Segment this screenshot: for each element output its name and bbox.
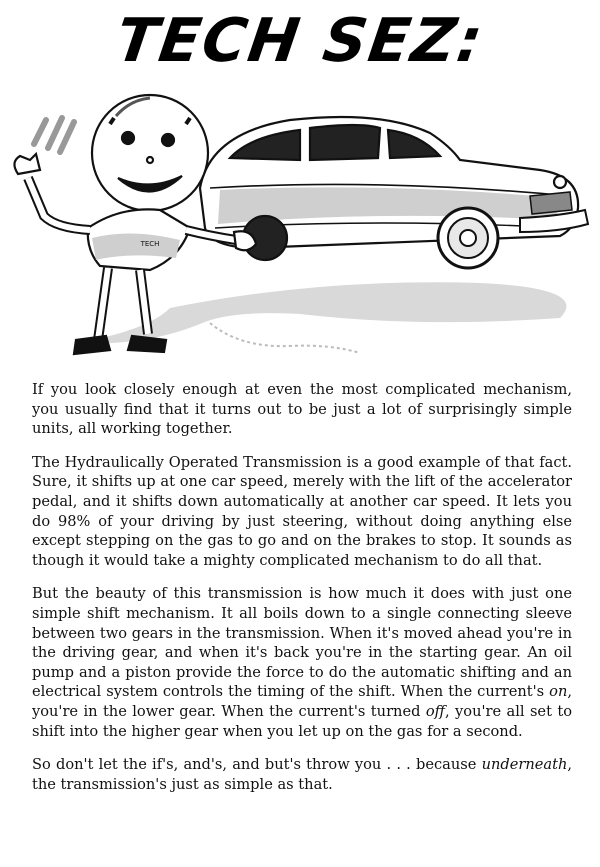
motion-marks	[34, 118, 74, 152]
paragraph-4: So don't let the if's, and's, and but's throw you . . . because underneath, the transmission's just as simple as that.	[32, 756, 572, 793]
paragraph-3: But the beauty of this transmission is how much it does with just one simple shift mechanism. It all boils down to a single connecting sleeve between two gears in the transmission. When it's moved ahead you're in the driving gear, and when it's back you're in the starting gear. An oil pump and a piston provide the force to do the automatic shifting and an electrical system controls the timing of the shift. When the current's on, you're in the lower gear. When the current's turned off, you're all set to shift into the higher gear when you let up on the gas for a second.	[32, 585, 572, 740]
road-trail	[210, 323, 360, 353]
ground-shadow	[92, 282, 566, 343]
headlight	[554, 176, 566, 188]
car	[200, 117, 588, 268]
mascot-badge: TECH	[140, 240, 160, 248]
paragraph-2: The Hydraulically Operated Transmission is a good example of that fact. Sure, it shifts up at one car speed, merely with the lift of the accelerator pedal, and it shifts down automatically at another car speed. It lets you do 98% of your driving by just steering, without doing anything else except stepping on the gas to go and on the brakes to stop. It sounds as though it would take a mighty complicated mechanism to do all that.	[32, 453, 572, 569]
paragraph-1: If you look closely enough at even the most complicated mechanism, you usually find that it turns out to be just a lot of surprisingly simple units, all working together.	[32, 381, 572, 438]
tech-mascot-car-illustration	[0, 78, 600, 368]
page-title: TECH SEZ:	[111, 6, 489, 76]
article-body	[32, 380, 572, 808]
